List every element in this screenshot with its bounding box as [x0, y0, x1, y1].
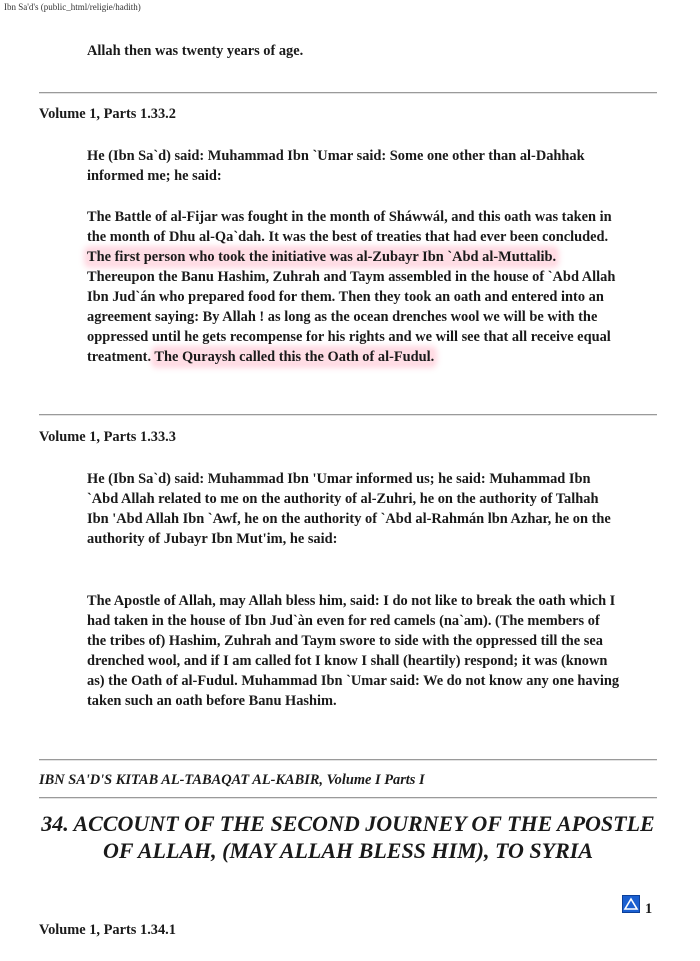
document-path: Ibn Sa'd's (public_html/religie/hadith): [4, 2, 141, 12]
section-divider: [39, 759, 657, 761]
page-number: 1: [645, 901, 653, 917]
section-divider: [39, 414, 657, 416]
paragraph-text: Thereupon the Banu Hashim, Zuhrah and Taym assembled in the house of `Abd Allah Ibn Jud`án who prepared food for them. Then they took an oath and entered into an agreement saying: By Allah ! as long as the ocean drenches wool we will be with the oppressed until he gets recompense for his rights and we will see that all receive equal treatment.: [87, 269, 616, 365]
chapter-title: 34. ACCOUNT OF THE SECOND JOURNEY OF THE APOSTLE OF ALLAH, (MAY ALLAH BLESS HIM), TO SYRIA: [41, 811, 655, 863]
paragraph-apostle-oath: The Apostle of Allah, may Allah bless him, said: I do not like to break the oath which I had taken in the house of Ibn Jud`àn even for red camels (na`am). (The members of the tribes of) Hashim, Zuhrah and Taym swore to side with the oppressed till the sea drenched wool, and if I am called fot I know I shall (heartily) respond; it was (known as) the Oath of al-Fudul. Muhammad Ibn `Umar said: We do not know any one having taken such an oath before Banu Hashim.: [87, 593, 620, 709]
paragraph-battle-of-fijar: [87, 207, 622, 367]
section-divider: [39, 92, 657, 94]
paragraph-narrator-2: He (Ibn Sa`d) said: Muhammad Ibn 'Umar informed us; he said: Muhammad Ibn `Abd Allah related to me on the authority of al-Zuhri, he on the authority of Talhah Ibn 'Abd Allah Ibn `Awf, he on the authority of `Abd al-Rahmán lbn Azhar, he on the authority of Jubayr Ibn Mut'im, he said:: [87, 471, 611, 547]
paragraph-text: The Battle of al-Fijar was fought in the month of Sháwwál, and this oath was taken in the month of Dhu al-Qa`dah. It was the best of treaties that had ever been concluded.: [87, 209, 612, 245]
section-heading-1-34-1: Volume 1, Parts 1.34.1: [39, 922, 176, 938]
paragraph-narrator-1: He (Ibn Sa`d) said: Muhammad Ibn `Umar said: Some one other than al-Dahhak informed me; he said:: [87, 148, 585, 184]
section-heading-1-33-2: Volume 1, Parts 1.33.2: [39, 106, 176, 122]
section-heading-1-33-3: Volume 1, Parts 1.33.3: [39, 429, 176, 445]
highlighted-passage: The Quraysh called this the Oath of al-Fudul.: [154, 349, 435, 365]
section-divider: [39, 797, 657, 799]
highlighted-passage: The first person who took the initiative was al-Zubayr Ibn `Abd al-Muttalib.: [87, 249, 557, 265]
intro-tail-paragraph: Allah then was twenty years of age.: [87, 43, 304, 59]
up-triangle-icon[interactable]: [622, 895, 640, 913]
book-title: IBN SA'D'S KITAB AL-TABAQAT AL-KABIR, Volume I Parts I: [39, 772, 425, 788]
